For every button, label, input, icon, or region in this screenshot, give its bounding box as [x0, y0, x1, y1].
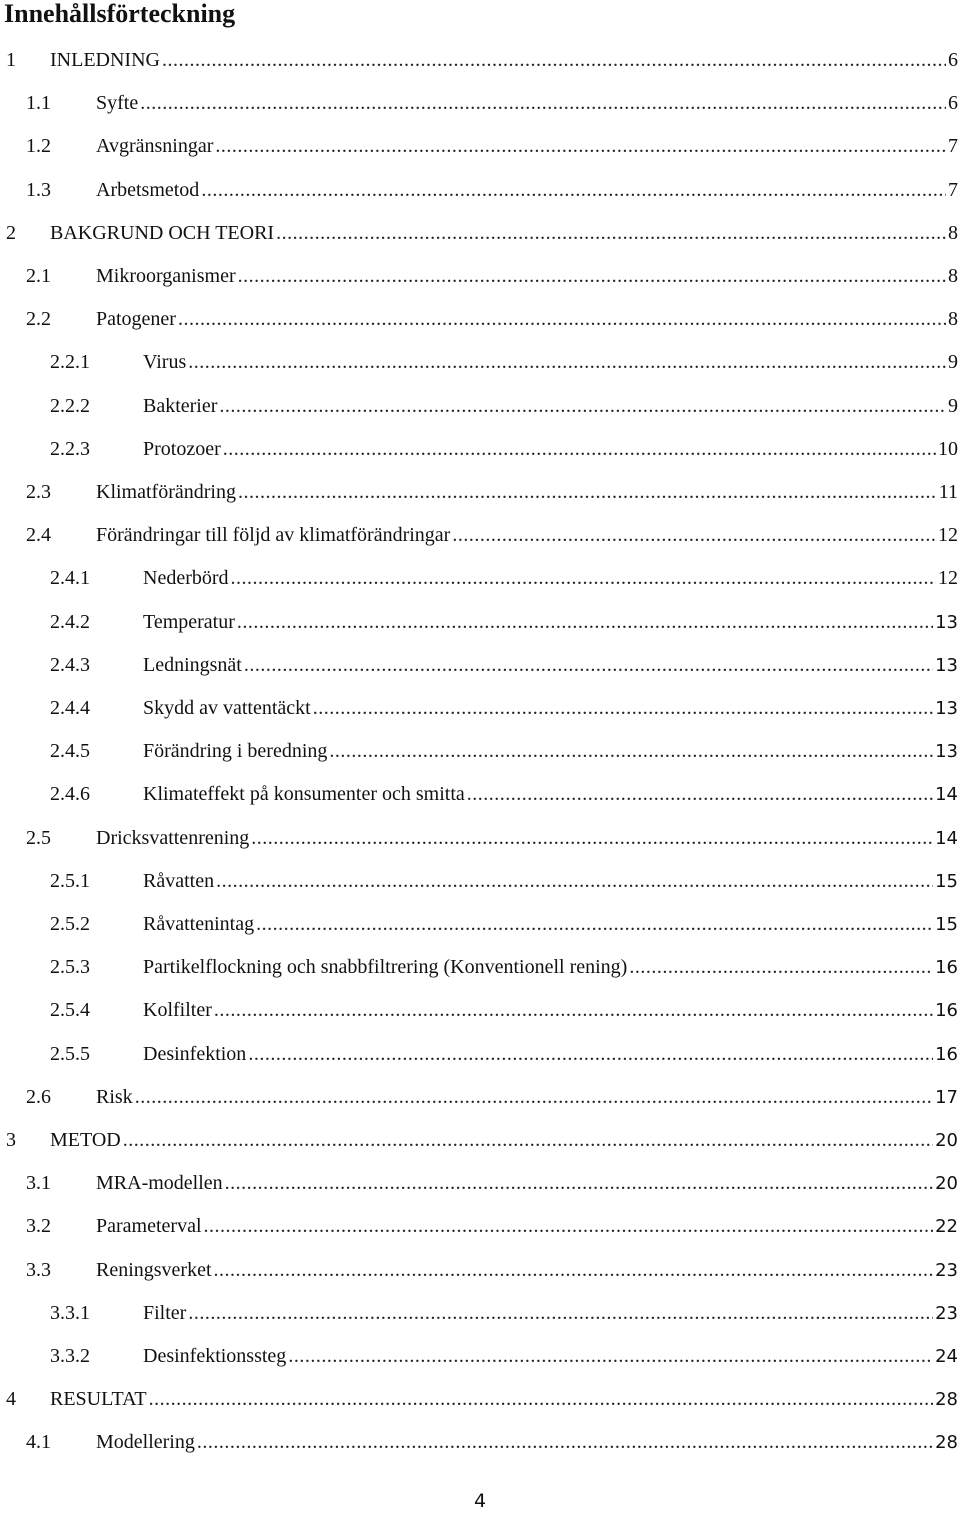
toc-entry-label: METOD: [50, 1129, 121, 1151]
toc-entry-page: 8: [948, 308, 958, 331]
toc-entry-page: 28: [935, 1432, 958, 1454]
toc-entry-label: Råvatten: [143, 869, 215, 892]
toc-entry-page: 8: [948, 221, 958, 244]
toc-entry-page: 7: [948, 135, 958, 158]
toc-entry-number: 1.1: [26, 92, 51, 115]
toc-entry-label: Protozoer: [143, 437, 221, 460]
toc-entry-page: 13: [935, 698, 958, 719]
toc-entry-label: Temperatur: [143, 610, 235, 633]
toc-leader-dots: [188, 1298, 933, 1328]
toc-leader-dots: [225, 1168, 933, 1198]
toc-entry-label: Förändring i beredning: [143, 740, 328, 763]
toc-entry-label: Parameterval: [96, 1215, 202, 1238]
toc-entry-page: 12: [938, 524, 958, 547]
toc-entry[interactable]: [0, 1384, 960, 1414]
toc-leader-dots: [288, 1341, 933, 1371]
toc-leader-dots: [204, 1211, 934, 1241]
toc-entry-page: 16: [935, 1000, 958, 1022]
toc-entry[interactable]: [0, 866, 960, 896]
toc-entry-number: 2.5.2: [50, 913, 90, 935]
toc-entry-label: Klimateffekt på konsumenter och smitta: [143, 783, 465, 806]
toc-entry-number: 2.5.5: [50, 1042, 90, 1065]
toc-entry-label: Bakterier: [143, 394, 218, 417]
toc-entry-number: 3.3: [26, 1258, 51, 1281]
toc-entry-number: 2.2: [26, 308, 51, 331]
toc-entry-number: 4.1: [26, 1431, 51, 1454]
toc-leader-dots: [162, 45, 946, 75]
toc-leader-dots: [201, 175, 946, 205]
toc-entry-number: 2.6: [26, 1085, 51, 1108]
toc-entry[interactable]: [0, 1255, 960, 1285]
toc-entry-label: Klimatförändring: [96, 481, 236, 503]
toc-entry-number: 4: [6, 1388, 16, 1411]
toc-leader-dots: [256, 909, 933, 939]
toc-leader-dots: [215, 131, 946, 161]
toc-entry-page: 12: [938, 567, 958, 590]
toc-entry-label: Skydd av vattentäckt: [143, 697, 311, 719]
toc-leader-dots: [219, 391, 946, 421]
toc-entry-label: Modellering: [96, 1431, 195, 1454]
page-number: 4: [473, 1490, 487, 1512]
toc-leader-dots: [188, 347, 946, 377]
toc-leader-dots: [313, 693, 933, 723]
toc-entry-label: MRA-modellen: [96, 1172, 223, 1195]
toc-leader-dots: [123, 1125, 933, 1155]
toc-entry-page: 14: [935, 784, 958, 806]
toc-entry-page: 11: [938, 481, 958, 503]
toc-entry-label: RESULTAT: [50, 1388, 147, 1411]
toc-entry[interactable]: [0, 1341, 960, 1371]
toc-entry-page: 16: [935, 957, 958, 979]
toc-entry-label: Patogener: [96, 308, 176, 331]
toc-entry[interactable]: [0, 477, 960, 507]
toc-leader-dots: [216, 866, 933, 896]
toc-leader-dots: [238, 261, 946, 291]
toc-entry[interactable]: [0, 1039, 960, 1069]
toc-entry-page: 15: [935, 870, 958, 892]
toc-entry-number: 3.3.2: [50, 1345, 90, 1367]
toc-entry-label: Mikroorganismer: [96, 265, 236, 287]
toc-leader-dots: [214, 1255, 934, 1285]
toc-entry-label: Arbetsmetod: [96, 178, 200, 201]
toc-entry[interactable]: [0, 909, 960, 939]
toc-entry[interactable]: [0, 779, 960, 809]
toc-heading: Innehållsförteckning: [4, 0, 236, 28]
toc-entry-page: 20: [935, 1130, 958, 1151]
toc-entry-number: 1: [6, 49, 16, 71]
toc-entry-page: 6: [948, 92, 958, 115]
toc-entry-number: 2.5.4: [50, 999, 90, 1022]
toc-leader-dots: [197, 1427, 933, 1457]
toc-entry-label: Filter: [143, 1301, 187, 1324]
toc-entry[interactable]: [0, 693, 960, 723]
toc-entry-page: 7: [948, 178, 958, 201]
toc-entry-label: Ledningsnät: [143, 653, 242, 676]
toc-entry[interactable]: [0, 175, 960, 205]
toc-entry-label: Risk: [96, 1085, 133, 1108]
toc-entry[interactable]: [0, 391, 960, 421]
toc-leader-dots: [248, 1039, 933, 1069]
toc-entry[interactable]: [0, 563, 960, 593]
toc-entry[interactable]: [0, 520, 960, 550]
toc-entry-label: Avgränsningar: [96, 135, 214, 158]
toc-entry-page: 10: [938, 437, 958, 460]
toc-leader-dots: [251, 823, 933, 853]
toc-entry-page: 9: [948, 394, 958, 417]
toc-entry-page: 20: [935, 1173, 958, 1195]
toc-entry-page: 23: [935, 1259, 958, 1281]
toc-entry-label: Dricksvattenrening: [96, 826, 250, 849]
toc-leader-dots: [238, 477, 937, 507]
toc-entry-page: 24: [935, 1346, 958, 1367]
toc-entry[interactable]: [0, 1298, 960, 1328]
toc-leader-dots: [140, 88, 946, 118]
toc-entry-page: 15: [935, 914, 958, 935]
toc-entry[interactable]: [0, 823, 960, 853]
toc-leader-dots: [223, 434, 936, 464]
toc-leader-dots: [149, 1384, 934, 1414]
toc-entry-page: 13: [935, 654, 958, 676]
toc-entry[interactable]: [0, 995, 960, 1025]
toc-entry-label: Desinfektionssteg: [143, 1345, 287, 1367]
toc-entry-page: 9: [948, 351, 958, 374]
toc-entry-number: 2.4.6: [50, 783, 90, 806]
toc-entry-number: 2.2.1: [50, 351, 90, 374]
toc-entry-number: 2.4: [26, 524, 51, 547]
toc-entry-number: 2.2.2: [50, 394, 90, 417]
toc-entry-label: Desinfektion: [143, 1042, 247, 1065]
toc-entry-label: Kolfilter: [143, 999, 212, 1022]
toc-entry[interactable]: [0, 347, 960, 377]
toc-entry-number: 2.4.1: [50, 567, 90, 590]
toc-entry[interactable]: [0, 607, 960, 637]
toc-entry-number: 2.4.5: [50, 740, 90, 763]
toc-entry-page: 6: [948, 49, 958, 71]
toc-entry-number: 2.3: [26, 481, 51, 503]
toc-leader-dots: [214, 995, 933, 1025]
toc-entry-label: Reningsverket: [96, 1258, 212, 1281]
toc-leader-dots: [231, 563, 936, 593]
toc-leader-dots: [329, 736, 933, 766]
toc-entry[interactable]: [0, 218, 960, 248]
toc-entry-number: 3.1: [26, 1172, 51, 1195]
toc-entry-number: 1.3: [26, 178, 51, 201]
toc-entry-number: 2: [6, 221, 16, 244]
toc-entry-label: INLEDNING: [50, 49, 160, 71]
toc-leader-dots: [244, 650, 933, 680]
toc-entry[interactable]: [0, 736, 960, 766]
toc-entry-page: 23: [935, 1302, 958, 1324]
toc-entry[interactable]: [0, 952, 960, 982]
toc-entry-page: 16: [935, 1043, 958, 1065]
toc-entry[interactable]: [0, 1168, 960, 1198]
toc-leader-dots: [276, 218, 946, 248]
toc-entry[interactable]: [0, 1211, 960, 1241]
toc-entry-number: 2.5.1: [50, 869, 90, 892]
toc-entry[interactable]: [0, 88, 960, 118]
toc-entry-page: 17: [935, 1086, 958, 1108]
toc-entry-number: 3.3.1: [50, 1301, 90, 1324]
toc-entry-label: BAKGRUND OCH TEORI: [50, 221, 275, 244]
toc-entry[interactable]: [0, 131, 960, 161]
toc-entry-number: 2.2.3: [50, 437, 90, 460]
toc-entry[interactable]: [0, 434, 960, 464]
toc-entry-label: Partikelflockning och snabbfiltrering (Konventionell rening): [143, 956, 628, 979]
toc-entry-label: Råvattenintag: [143, 913, 255, 935]
toc-entry-page: 28: [935, 1389, 958, 1411]
toc-entry-number: 3: [6, 1129, 16, 1151]
toc-entry-page: 13: [935, 611, 958, 633]
toc-entry-number: 2.4.2: [50, 610, 90, 633]
toc-entry[interactable]: [0, 304, 960, 334]
toc-entry-page: 8: [948, 265, 958, 287]
toc-leader-dots: [237, 607, 933, 637]
toc-entry-number: 2.1: [26, 265, 51, 287]
toc-leader-dots: [452, 520, 936, 550]
toc-entry[interactable]: [0, 1082, 960, 1112]
toc-entry-number: 2.5.3: [50, 956, 90, 979]
toc-entry[interactable]: [0, 261, 960, 291]
toc-entry[interactable]: [0, 1427, 960, 1457]
toc-entry-label: Virus: [143, 351, 187, 374]
toc-leader-dots: [467, 779, 933, 809]
toc-entry[interactable]: [0, 650, 960, 680]
toc-entry-label: Syfte: [96, 92, 139, 115]
toc-leader-dots: [135, 1082, 933, 1112]
toc-entry-label: Förändringar till följd av klimatförändringar: [96, 524, 451, 547]
toc-leader-dots: [178, 304, 946, 334]
toc-entry-label: Nederbörd: [143, 567, 229, 590]
toc-entry-number: 2.5: [26, 826, 51, 849]
toc-entry[interactable]: [0, 45, 960, 75]
toc-entry[interactable]: [0, 1125, 960, 1155]
toc-entry-number: 1.2: [26, 135, 51, 158]
toc-entry-page: 14: [935, 827, 958, 849]
toc-entry-page: 22: [935, 1216, 958, 1238]
toc-entry-number: 2.4.4: [50, 697, 90, 719]
toc-entry-number: 2.4.3: [50, 653, 90, 676]
toc-leader-dots: [629, 952, 933, 982]
toc-entry-page: 13: [935, 741, 958, 763]
toc-entry-number: 3.2: [26, 1215, 51, 1238]
